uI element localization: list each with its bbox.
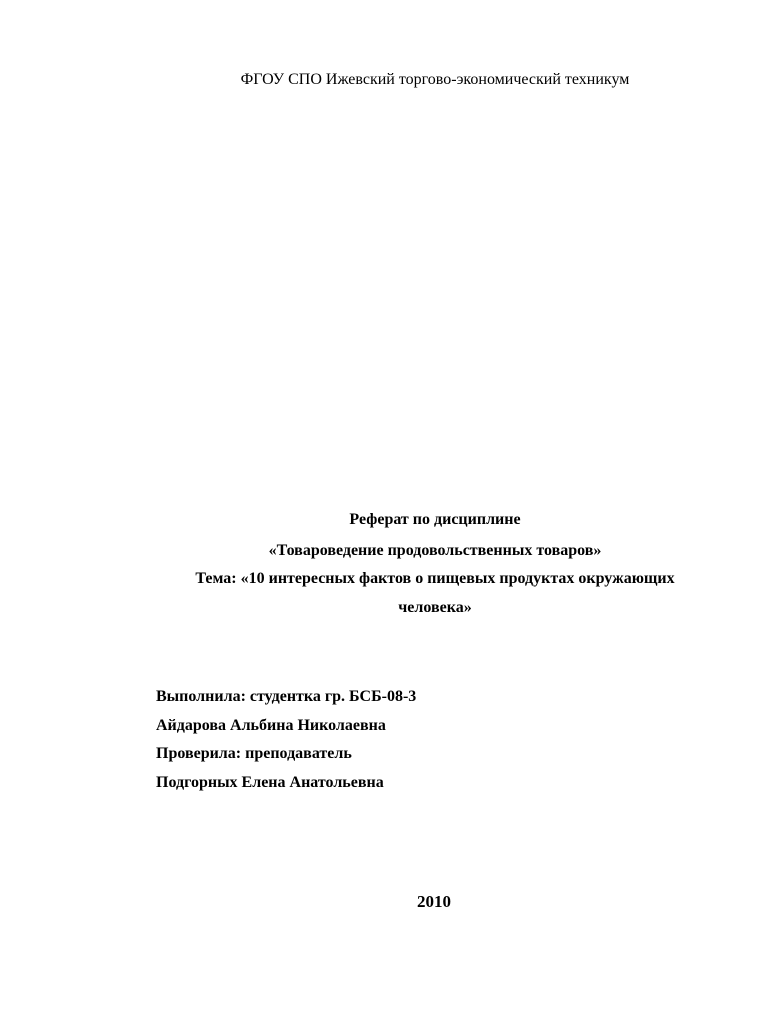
teacher-name: Подгорных Елена Анатольевна [156, 774, 384, 791]
title-line-2: «Товароведение продовольственных товаров» [268, 542, 602, 559]
institution-name: ФГОУ СПО Ижевский торгово-экономический техникум [240, 71, 630, 88]
title-line-4: человека» [398, 599, 472, 616]
checked-by-line: Проверила: преподаватель [156, 745, 352, 762]
year: 2010 [417, 892, 451, 911]
title-line-1: Реферат по дисциплине [349, 511, 521, 528]
title-line-3: Тема: «10 интересных фактов о пищевых продуктах окружающих [195, 570, 675, 587]
performed-by-line: Выполнила: студентка гр. БСБ-08-3 [156, 688, 417, 705]
student-name: Айдарова Альбина Николаевна [156, 717, 386, 734]
